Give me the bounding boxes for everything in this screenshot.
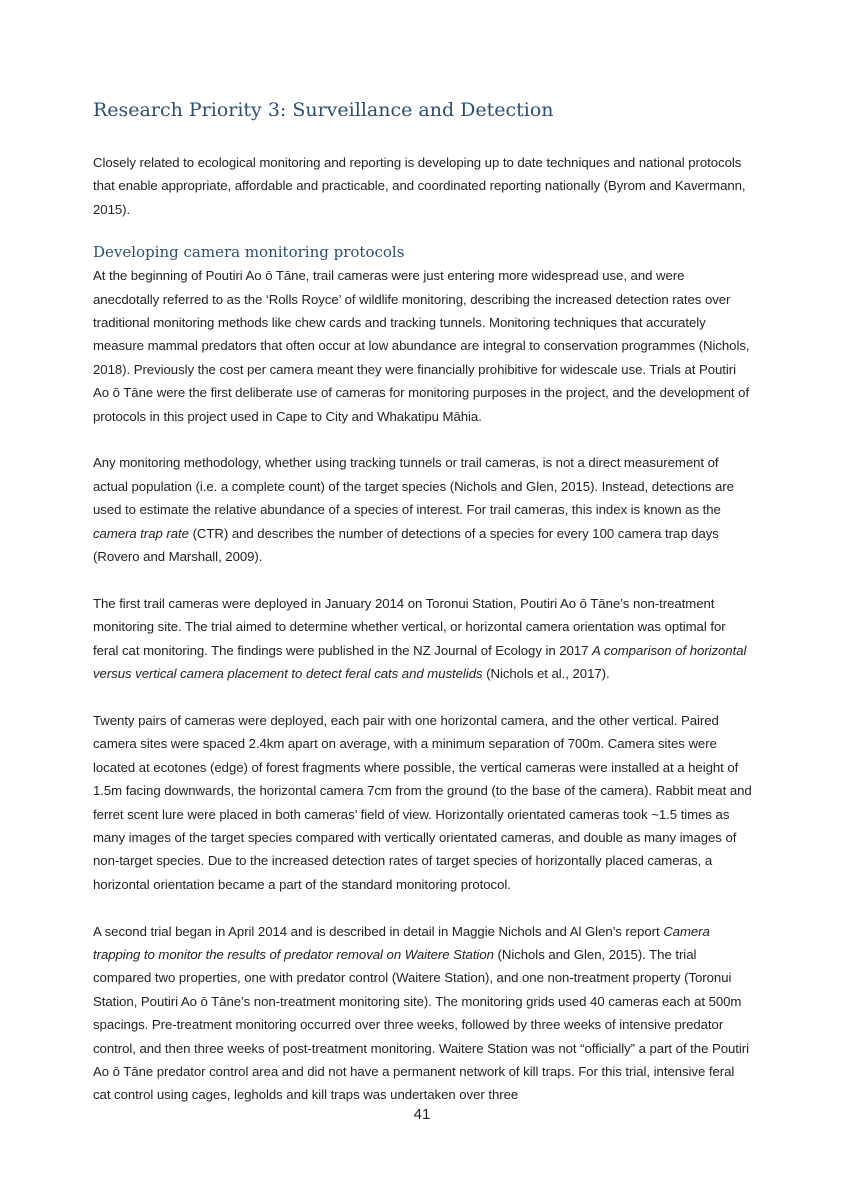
- page-number: 41: [413, 1106, 431, 1123]
- paragraph-5-text-b: (Nichols and Glen, 2015). The trial compared two properties, one with predator control (Waitere Station), and one non-treatment property (Toronui Station, Poutiri Ao ō Tāne’s non-treatment monitoring site). The monitoring grids used 40 cameras each at 500m spacings. Pre-treatment monitoring occurred over three weeks, followed by three weeks of intensive predator control, and then three weeks of post-treatment monitoring. Waitere Station was not “officially” a part of the Poutiri Ao ō Tāne predator control area and did not have a permanent network of kill traps. For this trial, intensive feral cat control using cages, legholds and kill traps was undertaken over three: [93, 946, 749, 1103]
- paragraph-5-title: Camera trapping to monitor the results of predator removal on Waitere Station: [93, 923, 710, 962]
- paragraph-3-title: A comparison of horizontal versus vertical camera placement to detect feral cats and mustelids: [93, 642, 747, 682]
- intro-paragraph: Closely related to ecological monitoring and reporting is developing up to date techniques and national protocols that enable appropriate, affordable and practicable, and coordinated reporting nationally (Byrom and Kavermann, 2015).: [93, 155, 746, 217]
- paragraph-3-text-a: The first trail cameras were deployed in January 2014 on Toronui Station, Poutiri Ao ō Tāne’s non-treatment monitoring site. The trial aimed to determine whether vertical, or horizontal camera orientation was optimal for feral cat monitoring. The findings were published in the NZ Journal of Ecology in 2017: [93, 595, 726, 658]
- paragraph-2: [93, 451, 753, 568]
- paragraph-5-text-a: A second trial began in April 2014 and is described in detail in Maggie Nichols and Al Glen’s report: [93, 923, 664, 939]
- section-heading: Research Priority 3: Surveillance and Detection: [93, 99, 554, 121]
- paragraph-2-text-b: (CTR) and describes the number of detections of a species for every 100 camera trap days (Rovero and Marshall, 2009).: [93, 525, 719, 565]
- paragraph-2-text-a: Any monitoring methodology, whether using tracking tunnels or trail cameras, is not a direct measurement of actual population (i.e. a complete count) of the target species (Nichols and Glen, 2015). Instead, detections are used to estimate the relative abundance of a species of interest. For trail cameras, this index is known as the: [93, 455, 734, 518]
- paragraph-3: [93, 592, 753, 686]
- subsection-heading: Developing camera monitoring protocols: [93, 243, 405, 262]
- paragraph-5: [93, 920, 753, 1107]
- paragraph-3-text-b: (Nichols et al., 2017).: [482, 666, 610, 682]
- paragraph-2-term: camera trap rate: [93, 525, 189, 541]
- paragraph-4: Twenty pairs of cameras were deployed, each pair with one horizontal camera, and the other vertical. Paired camera sites were spaced 2.4km apart on average, with a minimum separation of 700m. Camera sites were located at ecotones (edge) of forest fragments where possible, the vertical cameras were installed at a height of 1.5m facing downwards, the horizontal camera 7cm from the ground (to the base of the camera). Rabbit meat and ferret scent lure were placed in both cameras’ field of view. Horizontally orientated cameras took ~1.5 times as many images of the target species compared with vertically orientated cameras, and double as many images of non-target species. Due to the increased detection rates of target species of horizontally placed cameras, a horizontal orientation became a part of the standard monitoring protocol.: [93, 712, 752, 892]
- document-page: [93, 96, 753, 1107]
- paragraph-1: At the beginning of Poutiri Ao ō Tāne, trail cameras were just entering more widespread use, and were anecdotally referred to as the ‘Rolls Royce’ of wildlife monitoring, describing the increased detection rates over traditional monitoring methods like chew cards and tracking tunnels. Monitoring techniques that accurately measure mammal predators that often occur at low abundance are integral to conservation programmes (Nichols, 2018). Previously the cost per camera meant they were financially prohibitive for widescale use. Trials at Poutiri Ao ō Tāne were the first deliberate use of cameras for monitoring purposes in the project, and the development of protocols in this project used in Cape to City and Whakatipu Māhia.: [93, 268, 750, 424]
